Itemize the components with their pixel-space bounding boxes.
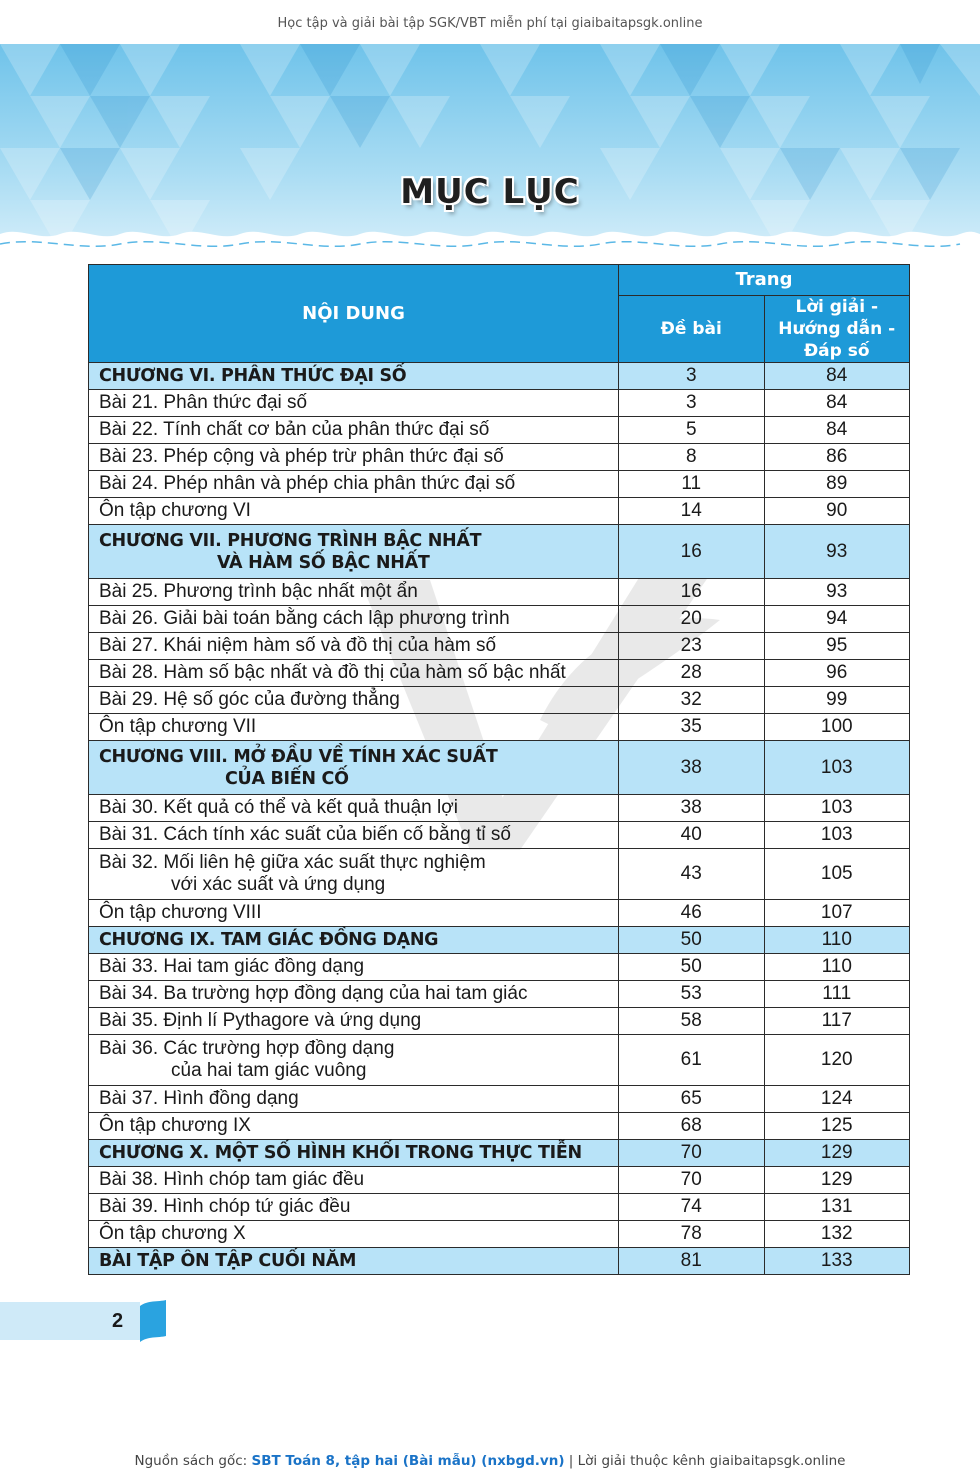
table-row: [89, 444, 910, 471]
table-header-row: [89, 265, 910, 296]
row-de-bai-page: 65: [619, 1086, 765, 1113]
footer: [0, 1453, 980, 1469]
row-loi-giai-page: 110: [764, 954, 910, 981]
row-de-bai-page: 81: [619, 1248, 765, 1275]
chapter-row: [89, 1140, 910, 1167]
footer-prefix: Nguồn sách gốc:: [134, 1453, 252, 1469]
row-loi-giai-page: 105: [764, 849, 910, 900]
row-loi-giai-page: 90: [764, 498, 910, 525]
row-loi-giai-page: 89: [764, 471, 910, 498]
row-loi-giai-page: 93: [764, 579, 910, 606]
row-loi-giai-page: 84: [764, 417, 910, 444]
row-loi-giai-page: 110: [764, 927, 910, 954]
row-loi-giai-page: 124: [764, 1086, 910, 1113]
row-loi-giai-page: 129: [764, 1140, 910, 1167]
row-title: Ôn tập chương VI: [89, 498, 619, 525]
row-title: Bài 39. Hình chóp tứ giác đều: [89, 1194, 619, 1221]
row-loi-giai-page: 84: [764, 363, 910, 390]
row-title-line2: VÀ HÀM SỐ BẬC NHẤT: [217, 552, 430, 573]
row-loi-giai-page: 120: [764, 1035, 910, 1086]
row-title-line1: Bài 32. Mối liên hệ giữa xác suất thực nghiệm: [99, 852, 486, 873]
row-de-bai-page: 32: [619, 687, 765, 714]
table-row: [89, 1221, 910, 1248]
table-row: [89, 498, 910, 525]
row-de-bai-page: 23: [619, 633, 765, 660]
row-title-line2: với xác suất và ứng dụng: [171, 874, 386, 895]
table-row: [89, 390, 910, 417]
row-title: Ôn tập chương VIII: [89, 900, 619, 927]
row-de-bai-page: 16: [619, 525, 765, 579]
row-de-bai-page: 28: [619, 660, 765, 687]
row-title: Bài 38. Hình chóp tam giác đều: [89, 1167, 619, 1194]
row-de-bai-page: 38: [619, 741, 765, 795]
row-loi-giai-page: 131: [764, 1194, 910, 1221]
row-title: Ôn tập chương X: [89, 1221, 619, 1248]
row-title: Bài 33. Hai tam giác đồng dạng: [89, 954, 619, 981]
header-trang: Trang: [619, 265, 910, 296]
row-title-line2: của hai tam giác vuông: [171, 1060, 367, 1081]
row-loi-giai-page: 107: [764, 900, 910, 927]
row-title: CHƯƠNG IX. TAM GIÁC ĐỒNG DẠNG: [89, 927, 619, 954]
row-title: Ôn tập chương IX: [89, 1113, 619, 1140]
row-de-bai-page: 35: [619, 714, 765, 741]
row-title: CHƯƠNG VI. PHÂN THỨC ĐẠI SỐ: [89, 363, 619, 390]
table-row: [89, 606, 910, 633]
table-row: [89, 849, 910, 900]
row-title: Bài 31. Cách tính xác suất của biến cố bằng tỉ số: [89, 822, 619, 849]
row-de-bai-page: 8: [619, 444, 765, 471]
row-title: Bài 26. Giải bài toán bằng cách lập phương trình: [89, 606, 619, 633]
table-row: [89, 471, 910, 498]
header-content: NỘI DUNG: [89, 265, 619, 363]
row-de-bai-page: 20: [619, 606, 765, 633]
page-title: MỤC LỤC: [400, 172, 580, 212]
row-de-bai-page: 50: [619, 954, 765, 981]
table-row: [89, 954, 910, 981]
table-row: [89, 1167, 910, 1194]
chapter-row: [89, 741, 910, 795]
row-title: Bài 24. Phép nhân và phép chia phân thức đại số: [89, 471, 619, 498]
row-de-bai-page: 3: [619, 363, 765, 390]
row-de-bai-page: 43: [619, 849, 765, 900]
row-loi-giai-page: 132: [764, 1221, 910, 1248]
row-de-bai-page: 40: [619, 822, 765, 849]
footer-source-link[interactable]: SBT Toán 8, tập hai (Bài mẫu) (nxbgd.vn): [251, 1453, 565, 1469]
row-loi-giai-page: 94: [764, 606, 910, 633]
row-title-line1: CHƯƠNG VIII. MỞ ĐẦU VỀ TÍNH XÁC SUẤT: [99, 746, 498, 767]
row-de-bai-page: 68: [619, 1113, 765, 1140]
row-loi-giai-page: 111: [764, 981, 910, 1008]
row-de-bai-page: 3: [619, 390, 765, 417]
chapter-row: [89, 1248, 910, 1275]
table-row: [89, 1086, 910, 1113]
header-loi-giai: [764, 296, 910, 363]
row-title: Bài 21. Phân thức đại số: [89, 390, 619, 417]
table-row: [89, 795, 910, 822]
chapter-row: [89, 927, 910, 954]
table-row: [89, 660, 910, 687]
chapter-row: [89, 525, 910, 579]
row-loi-giai-page: 86: [764, 444, 910, 471]
title-banner: [0, 44, 980, 256]
row-de-bai-page: 38: [619, 795, 765, 822]
row-de-bai-page: 78: [619, 1221, 765, 1248]
row-de-bai-page: 16: [619, 579, 765, 606]
row-title: Bài 23. Phép cộng và phép trừ phân thức đại số: [89, 444, 619, 471]
row-loi-giai-page: 103: [764, 795, 910, 822]
row-title-line1: CHƯƠNG VII. PHƯƠNG TRÌNH BẬC NHẤT: [99, 530, 482, 551]
toc-table: [88, 264, 910, 1275]
table-row: [89, 714, 910, 741]
row-de-bai-page: 70: [619, 1167, 765, 1194]
table-row: [89, 417, 910, 444]
row-de-bai-page: 70: [619, 1140, 765, 1167]
triangle-pattern: [0, 44, 980, 256]
page-number: 2: [112, 1310, 124, 1332]
row-loi-giai-page: 99: [764, 687, 910, 714]
row-title: Bài 22. Tính chất cơ bản của phân thức đại số: [89, 417, 619, 444]
row-de-bai-page: 5: [619, 417, 765, 444]
row-loi-giai-page: 103: [764, 822, 910, 849]
table-row: [89, 687, 910, 714]
row-title: Bài 25. Phương trình bậc nhất một ẩn: [89, 579, 619, 606]
row-title: [89, 1035, 619, 1086]
row-title: Bài 34. Ba trường hợp đồng dạng của hai tam giác: [89, 981, 619, 1008]
row-title: Bài 28. Hàm số bậc nhất và đồ thị của hàm số bậc nhất: [89, 660, 619, 687]
row-loi-giai-page: 103: [764, 741, 910, 795]
row-loi-giai-page: 125: [764, 1113, 910, 1140]
row-title: Bài 29. Hệ số góc của đường thẳng: [89, 687, 619, 714]
header-de-bai: Đề bài: [619, 296, 765, 363]
row-title: [89, 741, 619, 795]
page-flag-icon: [138, 1300, 168, 1342]
row-loi-giai-page: 117: [764, 1008, 910, 1035]
row-loi-giai-page: 84: [764, 390, 910, 417]
table-row: [89, 822, 910, 849]
row-loi-giai-page: 133: [764, 1248, 910, 1275]
row-title: [89, 849, 619, 900]
table-row: [89, 1035, 910, 1086]
row-title-line2: CỦA BIẾN CỐ: [225, 768, 349, 789]
table-row: [89, 579, 910, 606]
table-row: [89, 900, 910, 927]
top-source-note: Học tập và giải bài tập SGK/VBT miễn phí tại giaibaitapsgk.online: [277, 16, 703, 31]
row-de-bai-page: 61: [619, 1035, 765, 1086]
table-row: [89, 633, 910, 660]
row-title: CHƯƠNG X. MỘT SỐ HÌNH KHỐI TRONG THỰC TIỄN: [89, 1140, 619, 1167]
header-loi-giai-line2: Đáp số: [803, 341, 870, 361]
header-loi-giai-line1: Lời giải - Hướng dẫn -: [778, 297, 896, 339]
table-row: [89, 1008, 910, 1035]
row-de-bai-page: 53: [619, 981, 765, 1008]
row-title-line1: Bài 36. Các trường hợp đồng dạng: [99, 1038, 395, 1059]
row-loi-giai-page: 93: [764, 525, 910, 579]
row-title: Bài 30. Kết quả có thể và kết quả thuận lợi: [89, 795, 619, 822]
row-loi-giai-page: 96: [764, 660, 910, 687]
table-row: [89, 1113, 910, 1140]
table-row: [89, 981, 910, 1008]
row-de-bai-page: 14: [619, 498, 765, 525]
footer-suffix: | Lời giải thuộc kênh giaibaitapsgk.online: [564, 1453, 846, 1469]
row-loi-giai-page: 95: [764, 633, 910, 660]
row-de-bai-page: 46: [619, 900, 765, 927]
row-title: Bài 37. Hình đồng dạng: [89, 1086, 619, 1113]
row-de-bai-page: 58: [619, 1008, 765, 1035]
row-title: Ôn tập chương VII: [89, 714, 619, 741]
chapter-row: [89, 363, 910, 390]
row-de-bai-page: 50: [619, 927, 765, 954]
table-row: [89, 1194, 910, 1221]
row-de-bai-page: 11: [619, 471, 765, 498]
row-loi-giai-page: 129: [764, 1167, 910, 1194]
row-title: BÀI TẬP ÔN TẬP CUỐI NĂM: [89, 1248, 619, 1275]
row-loi-giai-page: 100: [764, 714, 910, 741]
row-title: Bài 27. Khái niệm hàm số và đồ thị của hàm số: [89, 633, 619, 660]
row-de-bai-page: 74: [619, 1194, 765, 1221]
row-title: Bài 35. Định lí Pythagore và ứng dụng: [89, 1008, 619, 1035]
row-title: [89, 525, 619, 579]
